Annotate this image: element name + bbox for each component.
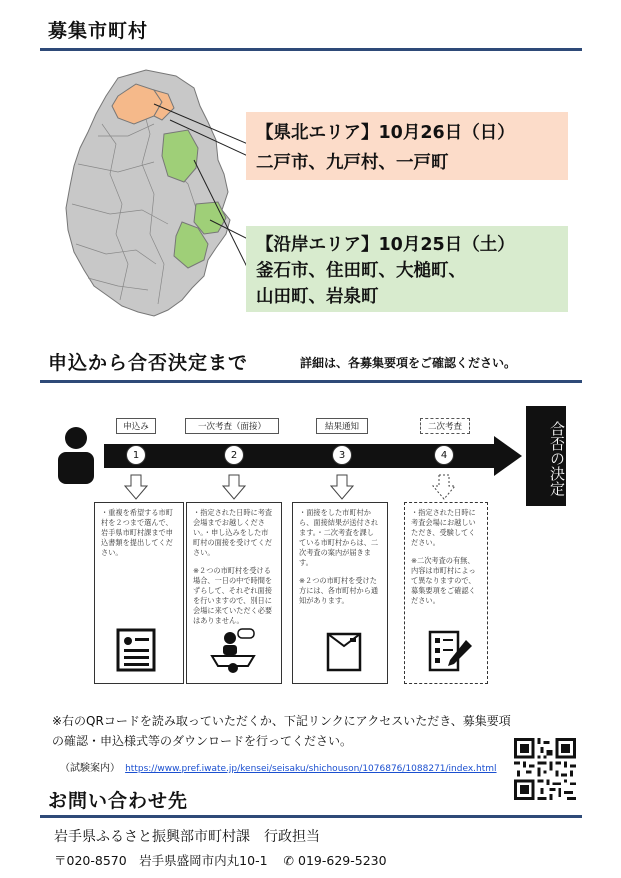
exam-guide-link[interactable]: https://www.pref.iwate.jp/kensei/seisaku/shichouson/1076876/1088271/index.html [125, 764, 497, 774]
north-area-box [246, 112, 568, 180]
schedule-note: 詳細は、各募集要項をご確認ください。 [300, 356, 517, 370]
exam-sheet-icon [428, 630, 474, 672]
link-prefix: （試験案内） [60, 763, 120, 774]
step2-label: 一次考査（面接） [185, 418, 279, 434]
contact-title-rule [40, 815, 582, 818]
recruit-title-rule [40, 48, 582, 51]
contact-org: 岩手県ふるさと振興部市町村課 行政担当 [54, 829, 320, 845]
timeline-arrow [104, 436, 524, 476]
north-area-heading: 【県北エリア】10月26日（日） [256, 123, 515, 143]
recruit-title: 募集市町村 [48, 20, 149, 42]
step3-number: 3 [332, 445, 352, 465]
contact-title: お問い合わせ先 [48, 790, 189, 812]
contact-postal: 〒020-8570 岩手県盛岡市内丸10-1 [54, 853, 268, 868]
phone-icon: ✆ [283, 853, 295, 868]
step4-text-2: ※二次考査の有無、内容は市町村によって異なりますので、募集要項をご確認ください。 [411, 556, 476, 605]
step1-number: 1 [126, 445, 146, 465]
step3-down-arrow-icon [330, 474, 354, 500]
contact-address-row [54, 851, 387, 869]
step3-label: 結果通知 [316, 418, 368, 434]
mail-envelope-icon [326, 628, 362, 672]
step2-text-2: ※２つの市町村を受ける場合、一日の中で時間をずらして、それぞれ面接を行いますので、別日に会場に来ていただく必要はありません。 [193, 566, 273, 625]
interview-icon [208, 628, 258, 674]
step1-down-arrow-icon [124, 474, 148, 500]
north-area-towns: 二戸市、九戸村、一戸町 [256, 153, 449, 173]
person-icon [56, 426, 96, 484]
result-box [526, 406, 566, 506]
coast-area-towns-line1: 釜石市、住田町、大槌町、 [256, 261, 466, 281]
step3-text-1: ・面接をした市町村から、面接結果が送付されます。・二次考査を課している市町村からは、二次考査の案内が届きます。 [299, 508, 379, 567]
step2-down-arrow-icon [222, 474, 246, 500]
coast-area-towns-line2: 山田町、岩泉町 [256, 287, 379, 307]
step1-text: ・重複を希望する市町村を２つまで選んで、岩手県市町村課まで申込書類を提出してください。 [101, 508, 173, 557]
schedule-title: 申込から合否決定まで [48, 352, 249, 374]
step4-label: 二次考査 [420, 418, 470, 434]
coast-area-heading: 【沿岸エリア】10月25日（土） [256, 235, 515, 255]
step1-label: 申込み [116, 418, 156, 434]
notice-line2: の確認・申込様式等のダウンロードを行ってください。 [52, 734, 353, 748]
step2-number: 2 [224, 445, 244, 465]
schedule-title-rule [40, 380, 582, 383]
step4-down-arrow-icon [432, 474, 456, 500]
qr-code[interactable] [514, 738, 576, 800]
iwate-map [58, 64, 248, 326]
application-document-icon [116, 628, 156, 672]
coast-area-box [246, 226, 568, 312]
link-row [60, 756, 497, 775]
contact-phone[interactable]: 019-629-5230 [298, 853, 387, 868]
step3-text-2: ※２つの市町村を受けた方には、各市町村から通知があります。 [299, 576, 379, 605]
step2-text-1: ・指定された日時に考査会場までお越しください。・申し込みをした市町村の面接を受けてください。 [193, 508, 273, 557]
step4-text-1: ・指定された日時に考査会場にお越しいただき、受験してください。 [411, 508, 476, 547]
notice-line1: ※右のQRコードを読み取っていただくか、下記リンクにアクセスいただき、募集要項 [52, 714, 511, 728]
result-label: 合否の決定 [548, 420, 566, 496]
step4-number: 4 [434, 445, 454, 465]
